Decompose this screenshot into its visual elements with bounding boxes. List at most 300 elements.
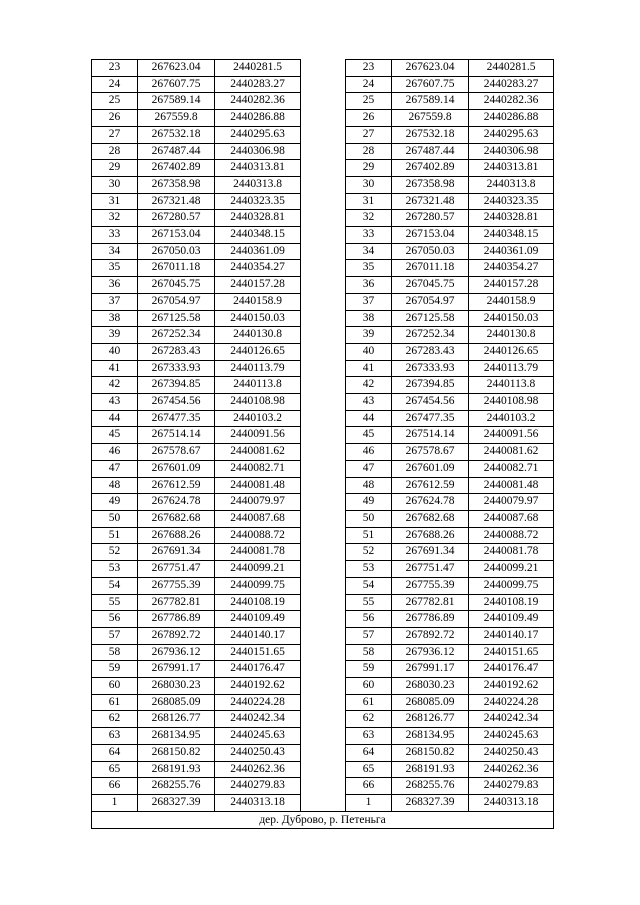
x-coordinate-cell: 267321.48 [392,193,469,210]
x-coordinate-cell: 267487.44 [138,143,215,160]
point-number-cell: 39 [346,327,392,344]
column-gap [301,60,346,77]
point-number-cell: 26 [346,110,392,127]
x-coordinate-cell: 267782.81 [138,594,215,611]
column-gap [301,210,346,227]
x-coordinate-cell: 267321.48 [138,193,215,210]
y-coordinate-cell: 2440151.65 [469,644,554,661]
point-number-cell: 29 [346,160,392,177]
x-coordinate-cell: 267477.35 [138,410,215,427]
column-gap [301,477,346,494]
x-coordinate-cell: 267589.14 [392,93,469,110]
y-coordinate-cell: 2440242.34 [215,711,301,728]
table-row [92,60,554,77]
y-coordinate-cell: 2440082.71 [215,460,301,477]
x-coordinate-cell: 268191.93 [392,761,469,778]
y-coordinate-cell: 2440192.62 [215,678,301,695]
y-coordinate-cell: 2440081.62 [469,444,554,461]
y-coordinate-cell: 2440361.09 [469,243,554,260]
x-coordinate-cell: 267892.72 [392,627,469,644]
y-coordinate-cell: 2440099.75 [215,577,301,594]
x-coordinate-cell: 267280.57 [138,210,215,227]
y-coordinate-cell: 2440126.65 [469,343,554,360]
x-coordinate-cell: 267578.67 [138,444,215,461]
column-gap [301,176,346,193]
column-gap [301,427,346,444]
point-number-cell: 56 [92,611,138,628]
y-coordinate-cell: 2440109.49 [469,611,554,628]
point-number-cell: 28 [92,143,138,160]
x-coordinate-cell: 267050.03 [392,243,469,260]
y-coordinate-cell: 2440140.17 [215,627,301,644]
table-row [92,126,554,143]
x-coordinate-cell: 267688.26 [392,527,469,544]
column-gap [301,527,346,544]
column-gap [301,277,346,294]
column-gap [301,93,346,110]
y-coordinate-cell: 2440081.78 [215,544,301,561]
point-number-cell: 27 [92,126,138,143]
column-gap [301,360,346,377]
x-coordinate-cell: 267280.57 [392,210,469,227]
y-coordinate-cell: 2440079.97 [469,494,554,511]
table-row [92,343,554,360]
column-gap [301,143,346,160]
table-row [92,293,554,310]
table-row [92,728,554,745]
point-number-cell: 36 [92,277,138,294]
column-gap [301,544,346,561]
table-row [92,711,554,728]
column-gap [301,711,346,728]
x-coordinate-cell: 267612.59 [138,477,215,494]
table-row [92,661,554,678]
point-number-cell: 59 [346,661,392,678]
y-coordinate-cell: 2440245.63 [469,728,554,745]
point-number-cell: 32 [346,210,392,227]
point-number-cell: 62 [92,711,138,728]
table-row [92,577,554,594]
table-row [92,410,554,427]
x-coordinate-cell: 268134.95 [138,728,215,745]
point-number-cell: 47 [92,460,138,477]
y-coordinate-cell: 2440354.27 [215,260,301,277]
x-coordinate-cell: 267755.39 [138,577,215,594]
point-number-cell: 44 [92,410,138,427]
table-row [92,427,554,444]
x-coordinate-cell: 267402.89 [138,160,215,177]
table-row [92,360,554,377]
point-number-cell: 37 [92,293,138,310]
y-coordinate-cell: 2440088.72 [469,527,554,544]
x-coordinate-cell: 267623.04 [138,60,215,77]
x-coordinate-cell: 267782.81 [392,594,469,611]
column-gap [301,410,346,427]
x-coordinate-cell: 267936.12 [138,644,215,661]
point-number-cell: 28 [346,143,392,160]
x-coordinate-cell: 268255.76 [138,778,215,795]
table-footer-row [92,811,554,828]
y-coordinate-cell: 2440224.28 [215,694,301,711]
x-coordinate-cell: 267394.85 [392,377,469,394]
point-number-cell: 49 [346,494,392,511]
table-row [92,778,554,795]
y-coordinate-cell: 2440250.43 [469,744,554,761]
point-number-cell: 35 [92,260,138,277]
y-coordinate-cell: 2440108.19 [469,594,554,611]
y-coordinate-cell: 2440079.97 [215,494,301,511]
table-row [92,110,554,127]
x-coordinate-cell: 267125.58 [138,310,215,327]
x-coordinate-cell: 267578.67 [392,444,469,461]
table-row [92,160,554,177]
column-gap [301,327,346,344]
column-gap [301,694,346,711]
x-coordinate-cell: 267682.68 [392,510,469,527]
x-coordinate-cell: 267011.18 [138,260,215,277]
point-number-cell: 23 [346,60,392,77]
point-number-cell: 1 [92,794,138,811]
point-number-cell: 30 [346,176,392,193]
column-gap [301,494,346,511]
y-coordinate-cell: 2440088.72 [215,527,301,544]
point-number-cell: 59 [92,661,138,678]
point-number-cell: 60 [92,678,138,695]
column-gap [301,343,346,360]
x-coordinate-cell: 267688.26 [138,527,215,544]
column-gap [301,310,346,327]
point-number-cell: 53 [92,561,138,578]
table-row [92,477,554,494]
point-number-cell: 46 [92,444,138,461]
column-gap [301,661,346,678]
column-gap [301,561,346,578]
point-number-cell: 44 [346,410,392,427]
y-coordinate-cell: 2440087.68 [215,510,301,527]
table-row [92,694,554,711]
y-coordinate-cell: 2440130.8 [469,327,554,344]
x-coordinate-cell: 267487.44 [392,143,469,160]
x-coordinate-cell: 267394.85 [138,377,215,394]
y-coordinate-cell: 2440081.48 [215,477,301,494]
column-gap [301,627,346,644]
column-gap [301,377,346,394]
table-row [92,544,554,561]
table-row [92,494,554,511]
y-coordinate-cell: 2440091.56 [215,427,301,444]
table-row [92,193,554,210]
column-gap [301,794,346,811]
point-number-cell: 54 [346,577,392,594]
table-row [92,594,554,611]
x-coordinate-cell: 268150.82 [392,744,469,761]
x-coordinate-cell: 267153.04 [392,227,469,244]
y-coordinate-cell: 2440313.8 [215,176,301,193]
y-coordinate-cell: 2440283.27 [469,76,554,93]
x-coordinate-cell: 267402.89 [392,160,469,177]
x-coordinate-cell: 267991.17 [392,661,469,678]
y-coordinate-cell: 2440109.49 [215,611,301,628]
y-coordinate-cell: 2440283.27 [215,76,301,93]
point-number-cell: 40 [346,343,392,360]
table-row [92,527,554,544]
y-coordinate-cell: 2440192.62 [469,678,554,695]
point-number-cell: 31 [346,193,392,210]
y-coordinate-cell: 2440099.21 [469,561,554,578]
table-row [92,761,554,778]
table-row [92,627,554,644]
point-number-cell: 66 [92,778,138,795]
x-coordinate-cell: 267612.59 [392,477,469,494]
point-number-cell: 57 [346,627,392,644]
y-coordinate-cell: 2440158.9 [469,293,554,310]
table-row [92,678,554,695]
point-number-cell: 33 [92,227,138,244]
column-gap [301,444,346,461]
point-number-cell: 23 [92,60,138,77]
table-row [92,510,554,527]
x-coordinate-cell: 267786.89 [138,611,215,628]
y-coordinate-cell: 2440328.81 [469,210,554,227]
x-coordinate-cell: 268126.77 [392,711,469,728]
y-coordinate-cell: 2440151.65 [215,644,301,661]
x-coordinate-cell: 267283.43 [138,343,215,360]
point-number-cell: 34 [92,243,138,260]
table-row [92,561,554,578]
column-gap [301,761,346,778]
x-coordinate-cell: 267477.35 [392,410,469,427]
point-number-cell: 52 [346,544,392,561]
point-number-cell: 34 [346,243,392,260]
y-coordinate-cell: 2440282.36 [469,93,554,110]
x-coordinate-cell: 267454.56 [392,394,469,411]
point-number-cell: 30 [92,176,138,193]
table-row [92,611,554,628]
y-coordinate-cell: 2440306.98 [215,143,301,160]
x-coordinate-cell: 267751.47 [392,561,469,578]
settlement-caption: дер. Дуброво, р. Петеньга [92,811,554,828]
table-row [92,277,554,294]
table-row [92,327,554,344]
y-coordinate-cell: 2440108.19 [215,594,301,611]
point-number-cell: 35 [346,260,392,277]
point-number-cell: 49 [92,494,138,511]
y-coordinate-cell: 2440108.98 [215,394,301,411]
point-number-cell: 55 [346,594,392,611]
point-number-cell: 58 [346,644,392,661]
point-number-cell: 63 [92,728,138,745]
y-coordinate-cell: 2440348.15 [469,227,554,244]
column-gap [301,243,346,260]
y-coordinate-cell: 2440281.5 [469,60,554,77]
x-coordinate-cell: 267892.72 [138,627,215,644]
x-coordinate-cell: 267691.34 [138,544,215,561]
y-coordinate-cell: 2440091.56 [469,427,554,444]
point-number-cell: 40 [92,343,138,360]
point-number-cell: 25 [346,93,392,110]
x-coordinate-cell: 267682.68 [138,510,215,527]
point-number-cell: 56 [346,611,392,628]
column-gap [301,510,346,527]
y-coordinate-cell: 2440176.47 [469,661,554,678]
y-coordinate-cell: 2440328.81 [215,210,301,227]
column-gap [301,594,346,611]
table-row [92,310,554,327]
y-coordinate-cell: 2440313.8 [469,176,554,193]
table-row [92,377,554,394]
y-coordinate-cell: 2440313.81 [215,160,301,177]
y-coordinate-cell: 2440250.43 [215,744,301,761]
point-number-cell: 66 [346,778,392,795]
point-number-cell: 51 [92,527,138,544]
point-number-cell: 1 [346,794,392,811]
y-coordinate-cell: 2440313.18 [469,794,554,811]
column-gap [301,778,346,795]
point-number-cell: 38 [92,310,138,327]
x-coordinate-cell: 267607.75 [392,76,469,93]
point-number-cell: 61 [346,694,392,711]
y-coordinate-cell: 2440082.71 [469,460,554,477]
point-number-cell: 46 [346,444,392,461]
y-coordinate-cell: 2440130.8 [215,327,301,344]
column-gap [301,460,346,477]
column-gap [301,260,346,277]
point-number-cell: 31 [92,193,138,210]
x-coordinate-cell: 268085.09 [392,694,469,711]
point-number-cell: 62 [346,711,392,728]
point-number-cell: 64 [346,744,392,761]
column-gap [301,293,346,310]
x-coordinate-cell: 267559.8 [392,110,469,127]
x-coordinate-cell: 268030.23 [138,678,215,695]
y-coordinate-cell: 2440282.36 [215,93,301,110]
y-coordinate-cell: 2440081.78 [469,544,554,561]
y-coordinate-cell: 2440306.98 [469,143,554,160]
y-coordinate-cell: 2440081.62 [215,444,301,461]
table-row [92,227,554,244]
y-coordinate-cell: 2440113.8 [469,377,554,394]
y-coordinate-cell: 2440103.2 [469,410,554,427]
point-number-cell: 50 [92,510,138,527]
column-gap [301,611,346,628]
table-row [92,243,554,260]
y-coordinate-cell: 2440245.63 [215,728,301,745]
y-coordinate-cell: 2440242.34 [469,711,554,728]
y-coordinate-cell: 2440323.35 [469,193,554,210]
point-number-cell: 39 [92,327,138,344]
x-coordinate-cell: 267532.18 [138,126,215,143]
table-row [92,210,554,227]
table-row [92,444,554,461]
column-gap [301,728,346,745]
x-coordinate-cell: 267514.14 [138,427,215,444]
table-row [92,143,554,160]
y-coordinate-cell: 2440281.5 [215,60,301,77]
x-coordinate-cell: 267454.56 [138,394,215,411]
point-number-cell: 51 [346,527,392,544]
y-coordinate-cell: 2440361.09 [215,243,301,260]
y-coordinate-cell: 2440103.2 [215,410,301,427]
x-coordinate-cell: 268191.93 [138,761,215,778]
y-coordinate-cell: 2440295.63 [469,126,554,143]
point-number-cell: 55 [92,594,138,611]
point-number-cell: 24 [346,76,392,93]
table-row [92,260,554,277]
column-gap [301,76,346,93]
point-number-cell: 43 [92,394,138,411]
point-number-cell: 41 [92,360,138,377]
column-gap [301,394,346,411]
point-number-cell: 63 [346,728,392,745]
y-coordinate-cell: 2440158.9 [215,293,301,310]
y-coordinate-cell: 2440108.98 [469,394,554,411]
y-coordinate-cell: 2440157.28 [469,277,554,294]
y-coordinate-cell: 2440113.79 [215,360,301,377]
point-number-cell: 50 [346,510,392,527]
y-coordinate-cell: 2440262.36 [215,761,301,778]
x-coordinate-cell: 267624.78 [138,494,215,511]
point-number-cell: 53 [346,561,392,578]
x-coordinate-cell: 267045.75 [138,277,215,294]
x-coordinate-cell: 267532.18 [392,126,469,143]
x-coordinate-cell: 267054.97 [138,293,215,310]
x-coordinate-cell: 267358.98 [138,176,215,193]
point-number-cell: 60 [346,678,392,695]
x-coordinate-cell: 268085.09 [138,694,215,711]
point-number-cell: 37 [346,293,392,310]
x-coordinate-cell: 267751.47 [138,561,215,578]
y-coordinate-cell: 2440286.88 [469,110,554,127]
column-gap [301,678,346,695]
point-number-cell: 26 [92,110,138,127]
table-row [92,394,554,411]
x-coordinate-cell: 268327.39 [138,794,215,811]
x-coordinate-cell: 267153.04 [138,227,215,244]
table-row [92,644,554,661]
y-coordinate-cell: 2440323.35 [215,193,301,210]
point-number-cell: 45 [92,427,138,444]
x-coordinate-cell: 267607.75 [138,76,215,93]
x-coordinate-cell: 267011.18 [392,260,469,277]
table-row [92,460,554,477]
x-coordinate-cell: 267333.93 [138,360,215,377]
point-number-cell: 32 [92,210,138,227]
point-number-cell: 42 [346,377,392,394]
y-coordinate-cell: 2440295.63 [215,126,301,143]
point-number-cell: 36 [346,277,392,294]
x-coordinate-cell: 267514.14 [392,427,469,444]
x-coordinate-cell: 267358.98 [392,176,469,193]
y-coordinate-cell: 2440113.79 [469,360,554,377]
point-number-cell: 25 [92,93,138,110]
y-coordinate-cell: 2440140.17 [469,627,554,644]
y-coordinate-cell: 2440176.47 [215,661,301,678]
x-coordinate-cell: 267559.8 [138,110,215,127]
table-row [92,794,554,811]
point-number-cell: 52 [92,544,138,561]
x-coordinate-cell: 267252.34 [138,327,215,344]
y-coordinate-cell: 2440099.75 [469,577,554,594]
y-coordinate-cell: 2440279.83 [469,778,554,795]
point-number-cell: 27 [346,126,392,143]
x-coordinate-cell: 267624.78 [392,494,469,511]
x-coordinate-cell: 268126.77 [138,711,215,728]
x-coordinate-cell: 268255.76 [392,778,469,795]
x-coordinate-cell: 267589.14 [138,93,215,110]
y-coordinate-cell: 2440348.15 [215,227,301,244]
point-number-cell: 58 [92,644,138,661]
point-number-cell: 57 [92,627,138,644]
